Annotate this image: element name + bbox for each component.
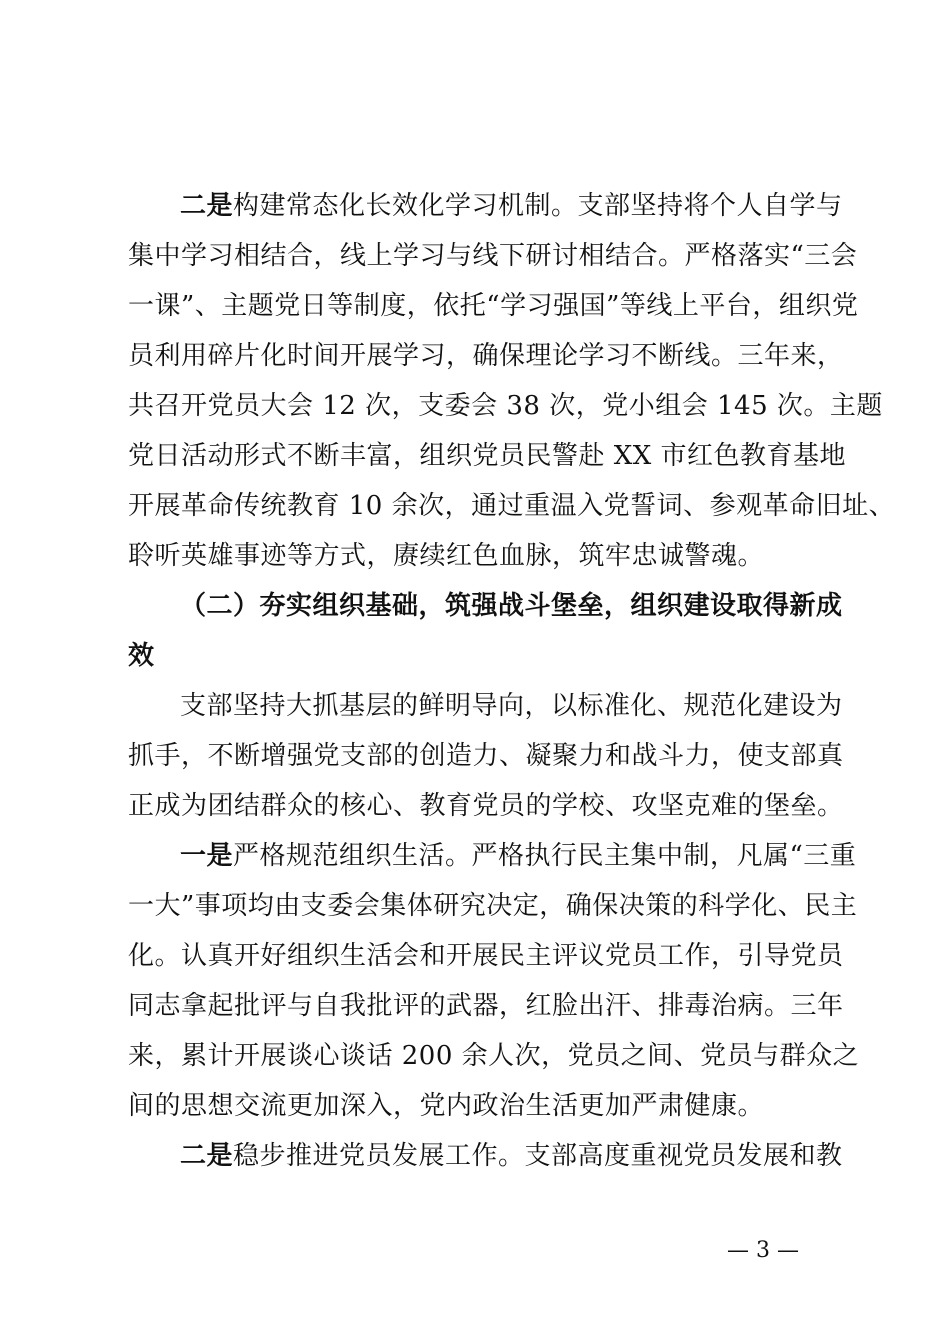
- line-text: 严格规范组织生活。严格执行民主集中制，凡属“三重: [233, 841, 857, 871]
- paragraph-line: 化。认真开好组织生活会和开展民主评议党员工作，引导党员: [128, 941, 844, 971]
- paragraph-line: 集中学习相结合，线上学习与线下研讨相结合。严格落实“三会: [128, 241, 858, 271]
- paragraph-line: [180, 831, 900, 881]
- paragraph-line: 聆听英雄事迹等方式，赓续红色血脉，筑牢忠诚警魂。: [128, 541, 765, 571]
- paragraph-line: 员利用碎片化时间开展学习，确保理论学习不断线。三年来，: [128, 341, 844, 371]
- paragraph-line: 抓手，不断增强党支部的创造力、凝聚力和战斗力，使支部真: [128, 741, 844, 771]
- paragraph-line: 正成为团结群众的核心、教育党员的学校、攻坚克难的堡垒。: [128, 791, 844, 821]
- paragraph-line: 一课”、主题党日等制度，依托“学习强国”等线上平台，组织党: [128, 291, 859, 321]
- line-text: 构建常态化长效化学习机制。支部坚持将个人自学与: [233, 191, 843, 221]
- paragraph-line: 一大”事项均由支委会集体研究决定，确保决策的科学化、民主: [128, 891, 858, 921]
- section-heading: （二）夯实组织基础，筑强战斗堡垒，组织建设取得新成: [180, 591, 843, 621]
- paragraph-line: [180, 181, 900, 231]
- paragraph-line: 同志拿起批评与自我批评的武器，红脸出汗、排毒治病。三年: [128, 991, 844, 1021]
- paragraph-line: 支部坚持大抓基层的鲜明导向，以标准化、规范化建设为: [180, 691, 843, 721]
- section-heading: 效: [128, 641, 155, 671]
- paragraph-line: 开展革命传统教育 10 余次，通过重温入党誓词、参观革命旧址、: [128, 491, 896, 521]
- paragraph-line: 间的思想交流更加深入，党内政治生活更加严肃健康。: [128, 1091, 765, 1121]
- page-number: — 3 —: [727, 1238, 799, 1263]
- line-text: 稳步推进党员发展工作。支部高度重视党员发展和教: [233, 1141, 843, 1171]
- lead-phrase: 二是: [180, 191, 234, 221]
- lead-phrase: 一是: [180, 841, 234, 871]
- paragraph-line: 党日活动形式不断丰富，组织党员民警赴 XX 市红色教育基地: [128, 441, 847, 471]
- lead-phrase: 二是: [180, 1141, 234, 1171]
- paragraph-line: [180, 1131, 900, 1181]
- paragraph-line: 共召开党员大会 12 次，支委会 38 次，党小组会 145 次。主题: [128, 391, 883, 421]
- paragraph-line: 来，累计开展谈心谈话 200 余人次，党员之间、党员与群众之: [128, 1041, 860, 1071]
